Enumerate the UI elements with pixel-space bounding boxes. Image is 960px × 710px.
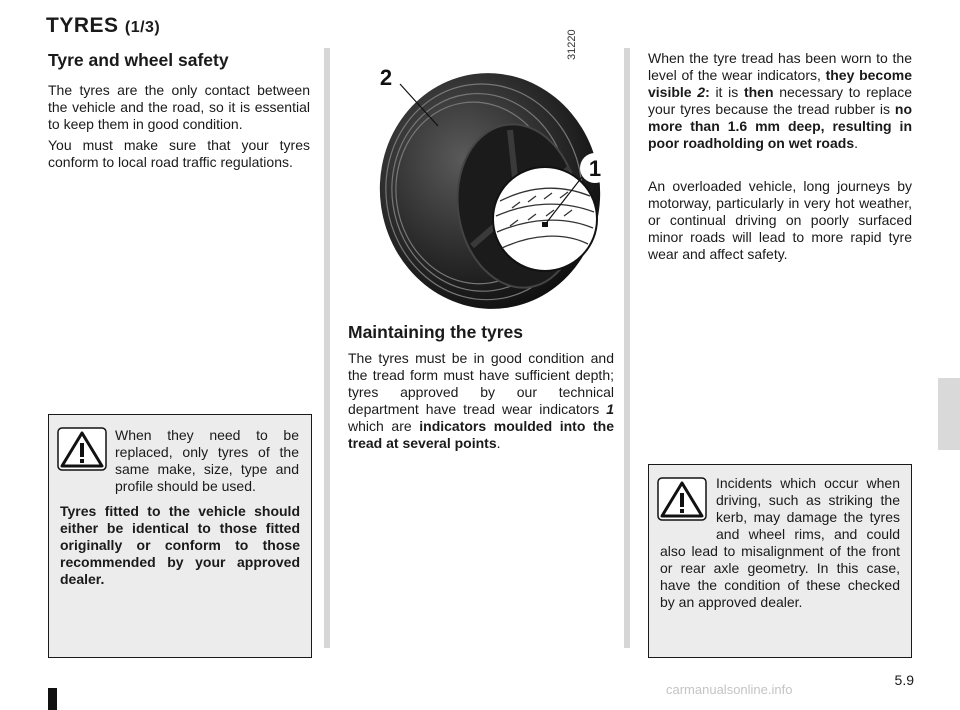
section-heading-tyre-safety: Tyre and wheel safety xyxy=(48,50,229,70)
page-title-text: TYRES xyxy=(46,14,119,37)
footer-mark xyxy=(48,688,57,710)
warning-left-bold: Tyres fitted to the vehicle should either be identical to those fitted originally or conform to those recommended by your approved dealer. xyxy=(60,503,300,587)
wear-text-bold3: no more than 1.6 mm deep, resulting in poor roadholding on wet roads xyxy=(648,101,912,151)
paragraph-regulations: You must make sure that your tyres conform to local road traffic regulations. xyxy=(48,137,310,170)
callout-1-label: 1 xyxy=(588,156,602,181)
column-divider-left xyxy=(324,48,330,648)
tread-ref-1: 1 xyxy=(606,401,614,417)
paragraph-tread-indicators xyxy=(348,350,614,452)
paragraph-wear-indicators xyxy=(648,50,912,152)
warning-box-replacement xyxy=(48,414,312,658)
figure-code: 31220 xyxy=(566,29,578,60)
wear-text-c: necessary to replace your tyres because the tread rubber is xyxy=(648,84,913,117)
warning-right-text xyxy=(660,475,900,611)
warning-triangle-icon xyxy=(57,427,107,471)
tread-magnifier xyxy=(493,167,597,271)
wear-text-b: it is xyxy=(709,84,744,100)
wear-text-bold2: then xyxy=(743,84,774,100)
column-divider-right xyxy=(624,48,630,648)
paragraph-contact-road: The tyres are the only contact between the vehicle and the road, so it is essential to keep them in good condition. xyxy=(48,82,310,132)
page-number: 5.9 xyxy=(894,672,914,688)
tread-text-bold: indicators moulded into the tread at several points xyxy=(348,418,614,451)
chapter-thumb-tab xyxy=(938,378,960,450)
tread-text-a: The tyres must be in good condition and the tread form must have sufficient depth; tyres approved by our technical department have tread wear indicators xyxy=(348,350,614,417)
warning-left-intro: When they need to be replaced, only tyres of the same make, size, type and profile should be used. xyxy=(115,427,299,494)
warning-box-incidents xyxy=(648,464,912,658)
warning-right-body: Incidents which occur when driving, such as striking the kerb, may damage the tyres and wheel rims, and could also lead to misalignment of the front or rear axle geometry. In this case, have the condition of these checked by an approved dealer. xyxy=(660,475,900,610)
wear-text-bold1: they become visible xyxy=(648,67,912,100)
wear-ref-2: 2 xyxy=(697,84,706,100)
wear-text-end: . xyxy=(854,135,858,151)
page-title xyxy=(46,14,160,38)
tyre-illustration xyxy=(360,56,620,316)
tread-text-end: . xyxy=(496,435,501,451)
paragraph-overload: An overloaded vehicle, long journeys by motorway, particularly in very hot weather, or continual driving on poorly surfaced minor roads will lead to more rapid tyre wear and affect safety. xyxy=(648,178,912,262)
page-title-part: (1/3) xyxy=(124,19,161,36)
watermark: carmanualsonline.info xyxy=(666,682,793,697)
wear-text-colon: : xyxy=(705,84,710,100)
wear-indicator-mark xyxy=(542,222,548,227)
wear-text-a: When the tyre tread has been worn to the level of the wear indicators, xyxy=(648,50,912,83)
tread-text-b: which are xyxy=(348,418,420,434)
section-heading-maintaining: Maintaining the tyres xyxy=(348,322,524,342)
callout-2-label: 2 xyxy=(379,65,393,90)
